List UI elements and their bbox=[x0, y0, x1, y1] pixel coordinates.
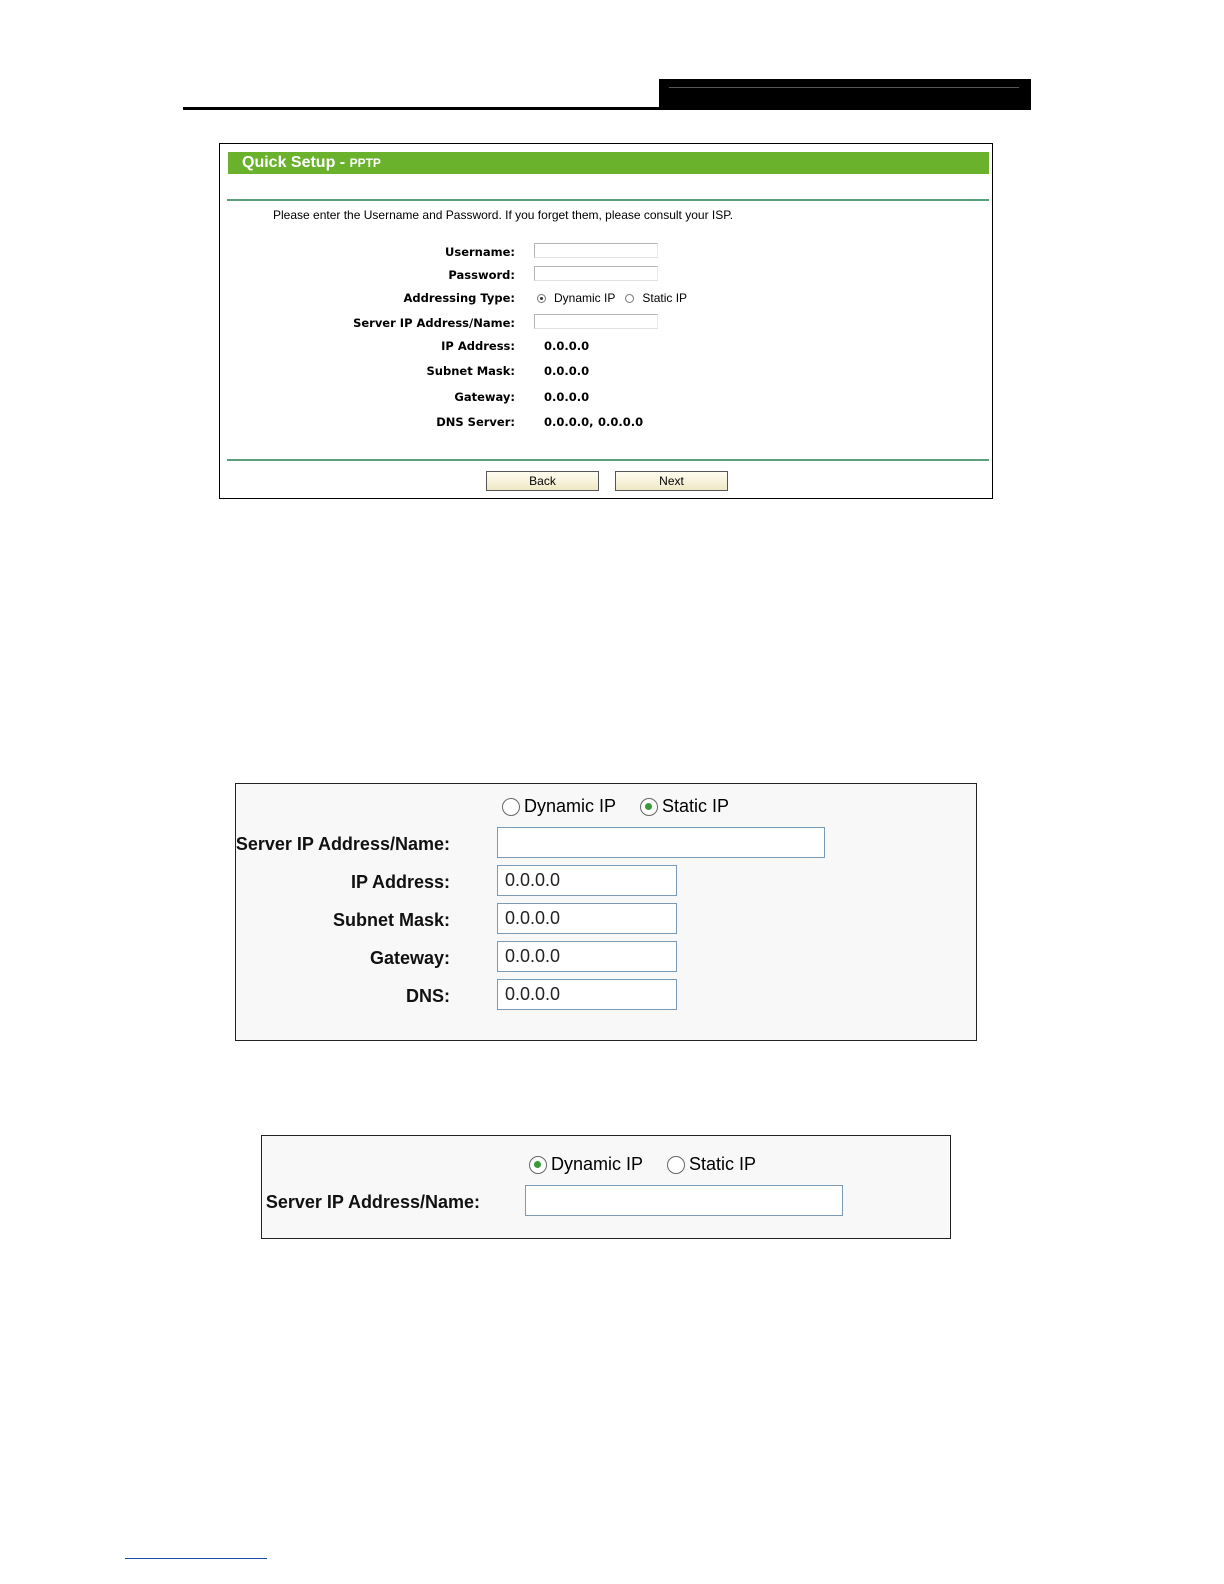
dynamic-ip-label: Dynamic IP bbox=[554, 291, 616, 305]
header-block-line bbox=[669, 87, 1019, 88]
dynamic-panel-server-label: Server IP Address/Name: bbox=[265, 1192, 480, 1212]
static-panel-type-group bbox=[502, 796, 729, 817]
password-label: Password: bbox=[448, 268, 515, 282]
dynamic-panel-dynamic-ip-label: Dynamic IP bbox=[551, 1154, 644, 1174]
subnet-mask-label: Subnet Mask: bbox=[426, 364, 515, 378]
addressing-type-group bbox=[537, 291, 687, 305]
top-divider bbox=[227, 199, 989, 201]
server-ip-label: Server IP Address/Name: bbox=[353, 316, 515, 330]
dynamic-ip-panel bbox=[261, 1135, 951, 1239]
quick-setup-title-sub: PPTP bbox=[349, 156, 381, 170]
addressing-type-label: Addressing Type: bbox=[403, 291, 515, 305]
header-block bbox=[659, 79, 1031, 110]
dns-secondary-value: 0.0.0.0 bbox=[598, 415, 644, 429]
static-panel-ip-input[interactable] bbox=[497, 865, 677, 896]
password-input[interactable] bbox=[534, 266, 658, 281]
back-button[interactable]: Back bbox=[486, 471, 599, 491]
dynamic-panel-server-input[interactable] bbox=[525, 1185, 843, 1216]
static-ip-label: Static IP bbox=[642, 291, 688, 305]
static-panel-gateway-input[interactable] bbox=[497, 941, 677, 972]
username-label: Username: bbox=[445, 245, 515, 259]
static-panel-dns-label: DNS: bbox=[406, 986, 450, 1006]
bottom-divider bbox=[227, 459, 989, 461]
username-input[interactable] bbox=[534, 243, 658, 258]
static-panel-dns-input[interactable] bbox=[497, 979, 677, 1010]
quick-setup-title-bar bbox=[228, 152, 989, 174]
server-ip-input[interactable] bbox=[534, 314, 658, 329]
dynamic-panel-dynamic-ip-radio[interactable] bbox=[529, 1156, 547, 1174]
static-panel-static-ip-label: Static IP bbox=[662, 796, 730, 816]
dynamic-panel-static-ip-label: Static IP bbox=[689, 1154, 757, 1174]
dynamic-ip-radio[interactable] bbox=[537, 294, 546, 303]
static-ip-panel bbox=[235, 783, 977, 1041]
footer-link-underline bbox=[125, 1558, 267, 1559]
ip-address-value: 0.0.0.0 bbox=[544, 339, 590, 353]
static-panel-dynamic-ip-label: Dynamic IP bbox=[524, 796, 617, 816]
quick-setup-title: Quick Setup - bbox=[242, 154, 350, 171]
ip-address-label: IP Address: bbox=[441, 339, 515, 353]
intro-text: Please enter the Username and Password. If you forget them, please consult your ISP. bbox=[273, 208, 734, 222]
dns-primary-value: 0.0.0.0, bbox=[544, 415, 594, 429]
static-panel-subnet-label: Subnet Mask: bbox=[332, 910, 450, 930]
static-panel-static-ip-radio[interactable] bbox=[640, 798, 658, 816]
dns-server-label: DNS Server: bbox=[436, 415, 515, 429]
gateway-label: Gateway: bbox=[454, 390, 515, 404]
quick-setup-panel bbox=[219, 143, 993, 499]
static-panel-ip-label: IP Address: bbox=[350, 872, 450, 892]
gateway-value: 0.0.0.0 bbox=[544, 390, 590, 404]
static-panel-server-label: Server IP Address/Name: bbox=[235, 834, 450, 854]
header-rule bbox=[183, 107, 659, 110]
static-panel-subnet-input[interactable] bbox=[497, 903, 677, 934]
dynamic-panel-type-group bbox=[529, 1154, 756, 1175]
static-panel-dynamic-ip-radio[interactable] bbox=[502, 798, 520, 816]
static-ip-radio[interactable] bbox=[625, 294, 634, 303]
static-panel-server-input[interactable] bbox=[497, 827, 825, 858]
next-button[interactable]: Next bbox=[615, 471, 728, 491]
static-panel-gateway-label: Gateway: bbox=[369, 948, 450, 968]
dynamic-panel-static-ip-radio[interactable] bbox=[667, 1156, 685, 1174]
subnet-mask-value: 0.0.0.0 bbox=[544, 364, 590, 378]
